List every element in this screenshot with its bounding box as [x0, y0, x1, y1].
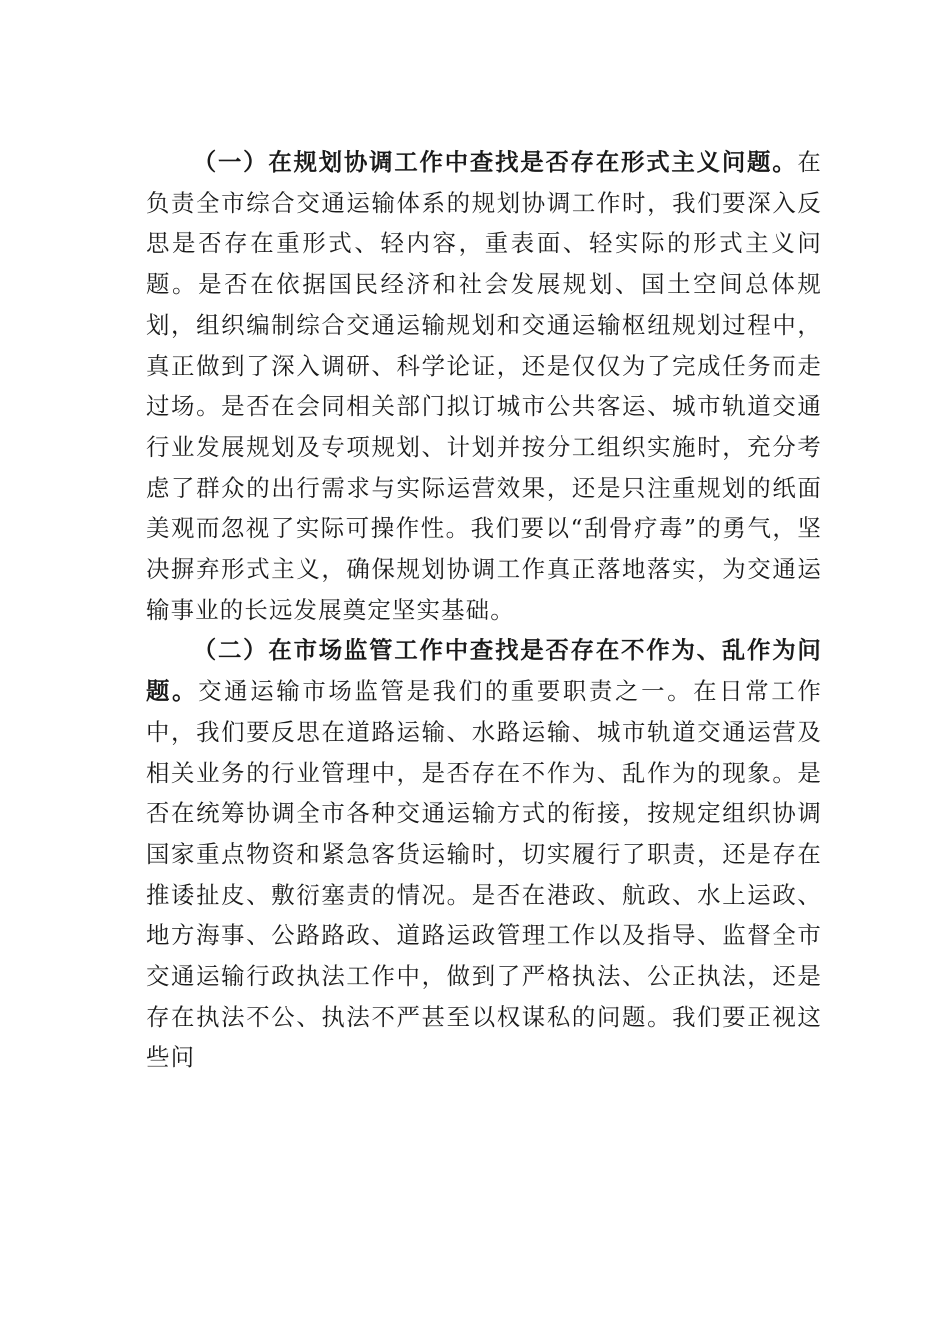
- paragraph-body-planning: 在负责全市综合交通运输体系的规划协调工作时，我们要深入反思是否存在重形式、轻内容，重表面、轻实际的形式主义问题。是否在依据国民经济和社会发展规划、国土空间总体规划，组织编制综合交通运输规划和交通运输枢纽规划过程中，真正做到了深入调研、科学论证，还是仅仅为了完成任务而走过场。是否在会同相关部门拟订城市公共客运、城市轨道交通行业发展规划及专项规划、计划并按分工组织实施时，充分考虑了群众的出行需求与实际运营效果，还是只注重规划的纸面美观而忽视了实际可操作性。我们要以“刮骨疗毒”的勇气，坚决摒弃形式主义，确保规划协调工作真正落地落实，为交通运输事业的长远发展奠定坚实基础。: [146, 148, 822, 624]
- document-page: [146, 142, 822, 1078]
- section-heading-planning: （一）在规划协调工作中查找是否存在形式主义问题。: [192, 148, 798, 176]
- paragraph-planning: [146, 142, 822, 630]
- paragraph-body-market-supervision: 交通运输市场监管是我们的重要职责之一。在日常工作中，我们要反思在道路运输、水路运输、城市轨道交通运营及相关业务的行业管理中，是否存在不作为、乱作为的现象。是否在统筹协调全市各种交通运输方式的衔接，按规定组织协调国家重点物资和紧急客货运输时，切实履行了职责，还是存在推诿扯皮、敷衍塞责的情况。是否在港政、航政、水上运政、地方海事、公路路政、道路运政管理工作以及指导、监督全市交通运输行政执法工作中，做到了严格执法、公正执法，还是存在执法不公、执法不严甚至以权谋私的问题。我们要正视这些问: [146, 677, 822, 1072]
- paragraph-market-supervision: [146, 630, 822, 1078]
- section-heading-market-supervision: （二）在市场监管工作中查找是否存在不作为、乱作为问题。: [146, 636, 822, 706]
